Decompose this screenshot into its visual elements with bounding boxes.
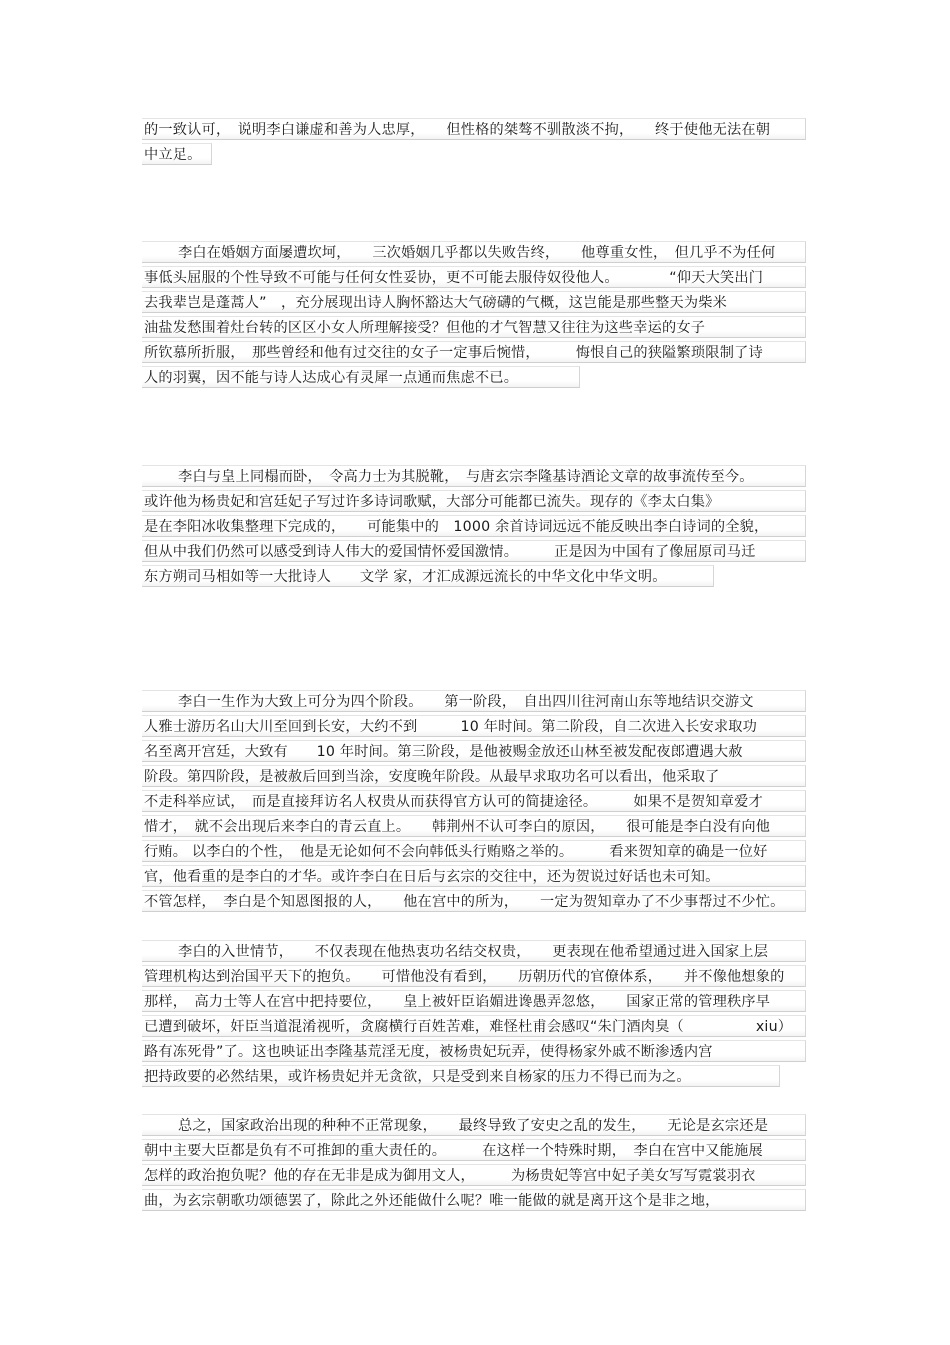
text-line: 李白与皇上同榻而卧， 令高力士为其脱靴， 与唐玄宗李隆基诗酒论文章的故事流传至今。 (142, 465, 806, 487)
text-line: 或许他为杨贵妃和宫廷妃子写过许多诗词歌赋，大部分可能都已流失。现存的《李太白集》 (142, 490, 806, 512)
text-line: 李白一生作为大致上可分为四个阶段。 第一阶段， 自出四川往河南山东等地结识交游文 (142, 690, 806, 712)
text-line: 行贿。 以李白的个性， 他是无论如何不会向韩低头行贿赂之举的。 看来贺知章的确是一位好 (142, 840, 806, 862)
text-line: 朝中主要大臣都是负有不可推卸的重大责任的。 在这样一个特殊时期， 李白在宫中又能施展 (142, 1139, 806, 1161)
paragraph-3 (142, 465, 806, 590)
text-line: 李白的入世情节， 不仅表现在他热衷功名结交权贵， 更表现在他希望通过进入国家上层 (142, 940, 806, 962)
text-line: 路有冻死骨”了。这也映证出李隆基荒淫无度，被杨贵妃玩弄，使得杨家外戚不断渗透内宫 (142, 1040, 806, 1062)
text-line: 东方朔司马相如等一大批诗人 文学 家，才汇成源远流长的中华文化中华文明。 (142, 565, 714, 587)
text-line: 官，他看重的是李白的才华。或许李白在日后与玄宗的交往中，还为贺说过好话也未可知。 (142, 865, 806, 887)
text-line: 那样， 高力士等人在宫中把持要位， 皇上被奸臣谄媚进谗愚弄忽悠， 国家正常的管理秩序早 (142, 990, 806, 1012)
text-line: 油盐发愁围着灶台转的区区小女人所理解接受？但他的才气智慧又往往为这些幸运的女子 (142, 316, 806, 338)
text-line: 已遭到破坏，奸臣当道混淆视听，贪腐横行百姓苦难，难怪杜甫会感叹“朱门酒肉臭（ xiu） (142, 1015, 806, 1037)
text-line: 事低头屈服的个性导致不可能与任何女性妥协，更不可能去服侍奴役他人。 “仰天大笑出门 (142, 266, 806, 288)
paragraph-1 (142, 118, 806, 168)
text-line: 曲，为玄宗朝歌功颂德罢了，除此之外还能做什么呢？唯一能做的就是离开这个是非之地， (142, 1189, 806, 1211)
text-line: 人的羽翼，因不能与诗人达成心有灵犀一点通而焦虑不已。 (142, 366, 580, 388)
text-line: 总之，国家政治出现的种种不正常现象， 最终导致了安史之乱的发生， 无论是玄宗还是 (142, 1114, 806, 1136)
text-line: 是在李阳冰收集整理下完成的， 可能集中的 1000 余首诗词远远不能反映出李白诗词的全貌， (142, 515, 806, 537)
text-line: 去我辈岂是蓬蒿人” ，充分展现出诗人胸怀豁达大气磅礴的气概，这岂能是那些整天为柴米 (142, 291, 806, 313)
text-line: 的一致认可， 说明李白谦虚和善为人忠厚， 但性格的桀骜不驯散淡不拘， 终于使他无法在朝 (142, 118, 806, 140)
text-line: 把持政要的必然结果，或许杨贵妃并无贪欲，只是受到来自杨家的压力不得已而为之。 (142, 1065, 780, 1087)
paragraph-4 (142, 690, 806, 915)
text-line: 怎样的政治抱负呢？他的存在无非是成为御用文人， 为杨贵妃等宫中妃子美女写写霓裳羽衣 (142, 1164, 806, 1186)
text-line: 所钦慕所折服， 那些曾经和他有过交往的女子一定事后惋惜， 悔恨自己的狭隘繁琐限制了诗 (142, 341, 806, 363)
text-line: 不走科举应试， 而是直接拜访名人权贵从而获得官方认可的简捷途径。 如果不是贺知章爱才 (142, 790, 806, 812)
text-line: 人雅士游历名山大川至回到长安，大约不到 10 年时间。第二阶段，自二次进入长安求取功 (142, 715, 806, 737)
text-line: 李白在婚姻方面屡遭坎坷， 三次婚姻几乎都以失败告终， 他尊重女性， 但几乎不为任何 (142, 241, 806, 263)
paragraph-5 (142, 940, 806, 1090)
text-line: 惜才， 就不会出现后来李白的青云直上。 韩荆州不认可李白的原因， 很可能是李白没有向他 (142, 815, 806, 837)
text-line: 不管怎样， 李白是个知恩图报的人， 他在宫中的所为， 一定为贺知章办了不少事帮过不少忙。 (142, 890, 806, 912)
text-line: 名至离开宫廷，大致有 10 年时间。第三阶段，是他被赐金放还山林至被发配夜郎遭遇大赦 (142, 740, 806, 762)
paragraph-2 (142, 241, 806, 391)
text-line: 但从中我们仍然可以感受到诗人伟大的爱国情怀爱国激情。 正是因为中国有了像屈原司马迁 (142, 540, 806, 562)
text-line: 管理机构达到治国平天下的抱负。 可惜他没有看到， 历朝历代的官僚体系， 并不像他想象的 (142, 965, 806, 987)
paragraph-6 (142, 1114, 806, 1214)
text-line: 中立足。 (142, 143, 212, 165)
text-line: 阶段。第四阶段，是被赦后回到当涂，安度晚年阶段。从最早求取功名可以看出，他采取了 (142, 765, 806, 787)
